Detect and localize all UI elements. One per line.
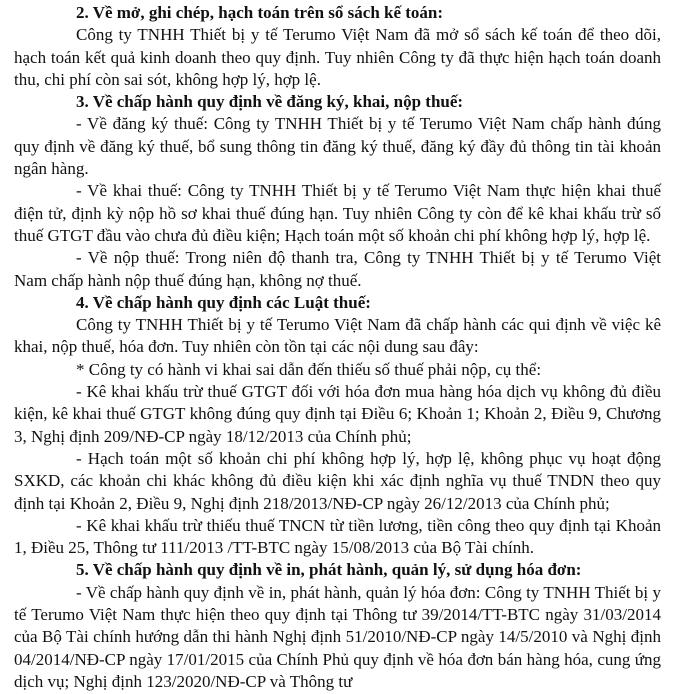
cit-violation-paragraph: - Hạch toán một số khoản chi phí không hợp lý, hợp lệ, không phục vụ hoạt động SXKD, các khoản chi khác không đủ điều kiện khi xác định nghĩa vụ thuế TNDN theo quy định tại Khoản 2, Điều 9, Nghị định 218/2013/NĐ-CP ngày 26/12/2013 của Chính phủ; — [14, 448, 661, 513]
tax-declaration-paragraph: - Về khai thuế: Công ty TNHH Thiết bị y tế Terumo Việt Nam thực hiện khai thuế điện tử, định kỳ nộp hồ sơ khai thuế đúng hạn. Tuy nhiên Công ty còn để kê khai khấu trừ số thuế GTGT đầu vào chưa đủ điều kiện; Hạch toán một số khoản chi phí không hợp lý, hợp lệ. — [14, 181, 661, 245]
section-3-heading: 3. Về chấp hành quy định về đăng ký, khai, nộp thuế: — [76, 92, 464, 112]
section-4-intro-paragraph: Công ty TNHH Thiết bị y tế Terumo Việt Nam đã chấp hành các qui định về việc kê khai, nộp thuế, hóa đơn. Tuy nhiên còn tồn tại các nội dung sau đây: — [14, 315, 661, 357]
vat-violation-paragraph: - Kê khai khấu trừ thuế GTGT đối với hóa đơn mua hàng hóa dịch vụ không đủ điều kiện, kê khai thuế GTGT không đúng quy định tại Điều 6; Khoản 1; Khoản 2, Điều 9, Chương 3, Nghị định 209/NĐ-CP ngày 18/12/2013 của Chính phủ; — [14, 382, 661, 446]
invoice-compliance-paragraph: - Về chấp hành quy định về in, phát hành, quản lý hóa đơn: Công ty TNHH Thiết bị y tế Terumo Việt Nam thực hiện theo quy định tại Thông tư 39/2014/TT-BTC ngày 31/03/2014 của Bộ Tài chính hướng dẫn thi hành Nghị định 51/2010/NĐ-CP ngày 14/5/2010 và Nghị định 04/2014/NĐ-CP ngày 17/01/2015 của Chính Phủ quy định về hóa đơn bán hàng hóa, cung ứng dịch vụ; Nghị định 123/2020/NĐ-CP và Thông tư — [14, 582, 661, 691]
section-2-paragraph: Công ty TNHH Thiết bị y tế Terumo Việt Nam đã mở sổ sách kế toán để theo dõi, hạch toán kết quả kinh doanh theo quy định. Tuy nhiên Công ty đã thực hiện hạch toán doanh thu, chi phí còn sai sót, không hợp lý, hợp lệ. — [14, 25, 661, 89]
tax-payment-paragraph: - Về nộp thuế: Trong niên độ thanh tra, Công ty TNHH Thiết bị y tế Terumo Việt Nam chấp hành nộp thuế đúng hạn, không nợ thuế. — [14, 248, 661, 290]
section-4-heading: 4. Về chấp hành quy định các Luật thuế: — [76, 292, 371, 312]
tax-registration-paragraph: - Về đăng ký thuế: Công ty TNHH Thiết bị y tế Terumo Việt Nam chấp hành đúng quy định về đăng ký thuế, bổ sung thông tin đăng ký thuế, đăng ký đầy đủ thông tin tài khoản ngân hàng. — [14, 114, 661, 179]
section-5-heading: 5. Về chấp hành quy định về in, phát hành, quản lý, sử dụng hóa đơn: — [76, 560, 582, 580]
section-2-heading: 2. Về mở, ghi chép, hạch toán trên sổ sách kế toán: — [76, 3, 444, 22]
violation-summary-paragraph: * Công ty có hành vi khai sai dẫn đến thiếu số thuế phải nộp, cụ thể: — [76, 359, 542, 379]
pit-violation-paragraph: - Kê khai khấu trừ thiếu thuế TNCN từ tiền lương, tiền công theo quy định tại Khoản 1, Điều 25, Thông tư 111/2013 /TT-BTC ngày 15/08/2013 của Bộ Tài chính. — [14, 515, 661, 558]
